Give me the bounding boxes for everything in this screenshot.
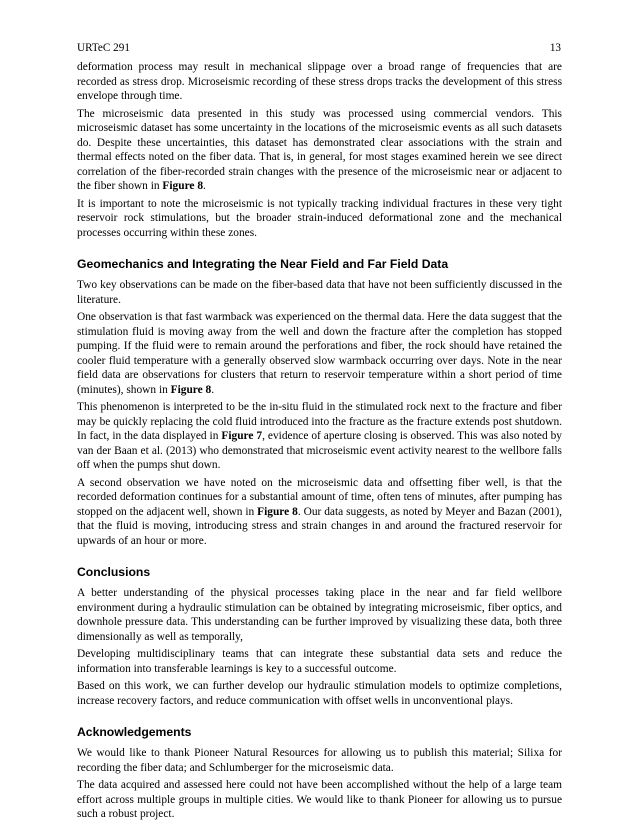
- paragraph-text: .: [203, 180, 206, 192]
- paragraph-text: , evidence of aperture closing is observed. This was also noted by van der Baan et al. (2013) who demonstrated that microseismic event activity nearest to the wellbore falls off when the pumps shut down.: [77, 430, 563, 471]
- paragraph: [77, 60, 562, 104]
- paragraph: [77, 310, 562, 397]
- paper-id: URTeC 291: [77, 42, 130, 54]
- paragraph-text: This phenomenon is interpreted to be the in-situ fluid in the stimulated rock next to the fracture and fiber may be quickly replacing the cold fluid introduced into the fracture as the fracture extends post shutdown. In fact, in the data displayed in: [77, 401, 562, 442]
- paragraph: [77, 278, 562, 307]
- paragraph-text: A second observation we have noted on the microseismic data and offsetting fiber well, is that the recorded deformation continues for a substantial amount of time, often tens of minutes, after pumping has stopped on the adjacent well, shown in: [77, 476, 562, 518]
- paragraph-text: A better understanding of the physical processes taking place in the near and far field wellbore environment during a hydraulic stimulation can be obtained by integrating microseismic, fiber optics, and downhole pressure data. This understanding can be further improved by visualizing these data, both three dimensionally as well as temporally,: [77, 587, 562, 643]
- body-content: [77, 60, 562, 825]
- paragraph-text: Developing multidisciplinary teams that can integrate these substantial data sets and reduce the information into transferable learnings is key to a successful outcome.: [77, 648, 562, 675]
- paragraph: [77, 746, 562, 775]
- paragraph-text: The microseismic data presented in this study was processed using commercial vendors. This microseismic dataset has some uncertainty in the locations of the microseismic events as all such datasets do. Despite these uncertainties, this dataset has demonstrated clear associations with the strain and thermal effects noted on the fiber data. That is, in general, for most stages examined herein we see direct correlation of the fiber-recorded strain changes with the presence of the microseismic near or adjacent to the fiber shown in: [77, 107, 562, 192]
- section-heading: Acknowledgements: [77, 725, 192, 739]
- paragraph: [77, 679, 562, 708]
- page-header: [77, 41, 561, 55]
- paragraph: [77, 778, 562, 822]
- figure-reference: Figure 7: [221, 430, 263, 442]
- paragraph: [77, 107, 562, 194]
- paragraph-text: Two key observations can be made on the fiber-based data that have not been sufficiently discussed in the literature.: [77, 279, 562, 306]
- page-number: 13: [549, 42, 561, 54]
- paragraph: [77, 647, 562, 676]
- section-heading: Conclusions: [77, 565, 151, 579]
- paragraph-text: It is important to note the microseismic is not typically tracking individual fractures in these very tight reservoir rock stimulations, but the broader strain-induced deformational zone and the mechanical processes occurring within these zones.: [77, 197, 562, 239]
- paragraph-text: . Our data suggests, as noted by Meyer and Bazan (2001), that the fluid is moving, introducing stress and strain changes in and around the fractured reservoir for upwards of an hour or more.: [77, 505, 562, 547]
- figure-reference: Figure 8: [170, 383, 212, 396]
- paragraph-text: Based on this work, we can further develop our hydraulic stimulation models to optimize completions, increase recovery factors, and reduce communication with offset wells in unconventional plays.: [77, 680, 562, 707]
- section-heading: Geomechanics and Integrating the Near Field and Far Field Data: [77, 257, 449, 271]
- figure-reference: Figure 8: [162, 180, 204, 192]
- paragraph-text: One observation is that fast warmback was experienced on the thermal data. Here the data suggest that the stimulation fluid is moving away from the well and down the fracture after the completion has stopped pumping. If the fluid were to remain around the perforations and fiber, the rock should have retained the cooler fluid temperature with a generally observed slow warmback occurring over days. Note in the near field data are observations for clusters that return to reservoir temperature within a short period of time (minutes), shown in: [77, 311, 562, 396]
- paragraph: [77, 586, 562, 644]
- paragraph-text: deformation process may result in mechanical slippage over a broad range of frequencies that are recorded as stress drop. Microseismic recording of these stress drops tracks the development of this stress envelope through time.: [77, 61, 562, 102]
- figure-reference: Figure 8: [257, 505, 298, 518]
- paragraph-text: We would like to thank Pioneer Natural Resources for allowing us to publish this material; Silixa for recording the fiber data; and Schlumberger for the microseismic data.: [77, 747, 562, 774]
- paragraph-text: The data acquired and assessed here could not have been accomplished without the help of a large team effort across multiple groups in multiple cities. We would like to thank Pioneer for allowing us to pursue such a robust project.: [77, 779, 562, 820]
- paragraph: [77, 197, 562, 241]
- paragraph-text: .: [211, 383, 215, 396]
- paragraph: [77, 476, 562, 549]
- paragraph: [77, 400, 562, 473]
